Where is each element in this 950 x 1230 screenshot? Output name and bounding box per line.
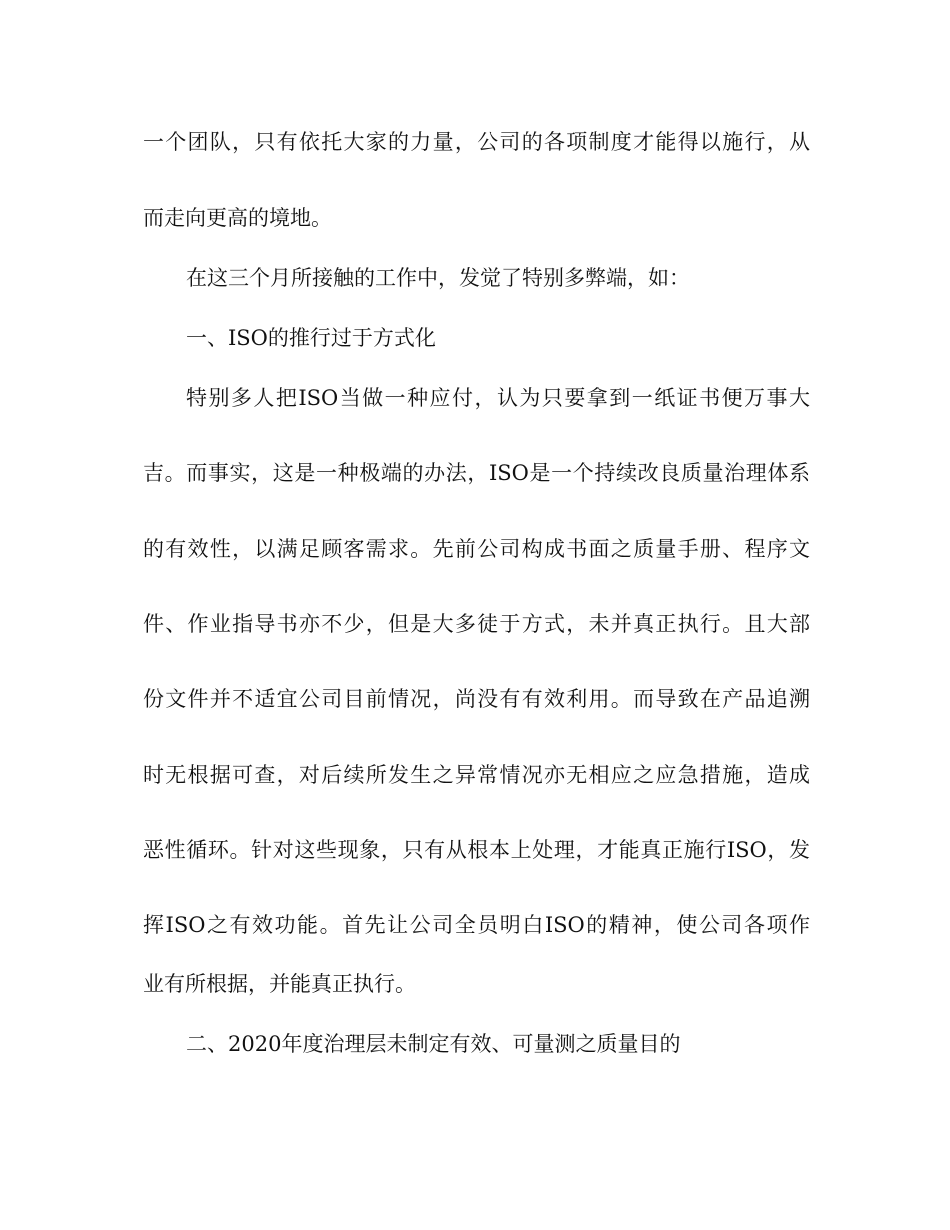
text-line: 件、作业指导书亦不少，但是大多徒于方式，未并真正执行。且大部 — [143, 612, 810, 636]
text-line: 挥ISO之有效功能。首先让公司全员明白ISO的精神，使公司各项作 — [143, 913, 810, 937]
text-line: 业有所根据，并能真正执行。 — [143, 972, 416, 996]
text-line: 在这三个月所接触的工作中，发觉了特别多弊端，如： — [186, 266, 690, 290]
text-line: 特别多人把ISO当做一种应付，认为只要拿到一纸证书便万事大 — [186, 386, 810, 410]
text-line: 的有效性，以满足顾客需求。先前公司构成书面之质量手册、程序文 — [143, 537, 810, 561]
text-line: 时无根据可查，对后续所发生之异常情况亦无相应之应急措施，造成 — [143, 763, 810, 787]
text-line: 份文件并不适宜公司目前情况，尚没有有效利用。而导致在产品追溯 — [143, 687, 810, 711]
section-heading: 二、2020年度治理层未制定有效、可量测之质量目的 — [186, 1032, 681, 1056]
text-line: 一个团队，只有依托大家的力量，公司的各项制度才能得以施行，从 — [143, 130, 810, 154]
text-line: 而走向更高的境地。 — [143, 206, 332, 230]
text-line: 恶性循环。针对这些现象，只有从根本上处理，才能真正施行ISO，发 — [143, 838, 810, 862]
text-line: 吉。而事实，这是一种极端的办法，ISO是一个持续改良质量治理体系 — [143, 461, 810, 485]
section-heading: 一、ISO的推行过于方式化 — [186, 326, 436, 350]
